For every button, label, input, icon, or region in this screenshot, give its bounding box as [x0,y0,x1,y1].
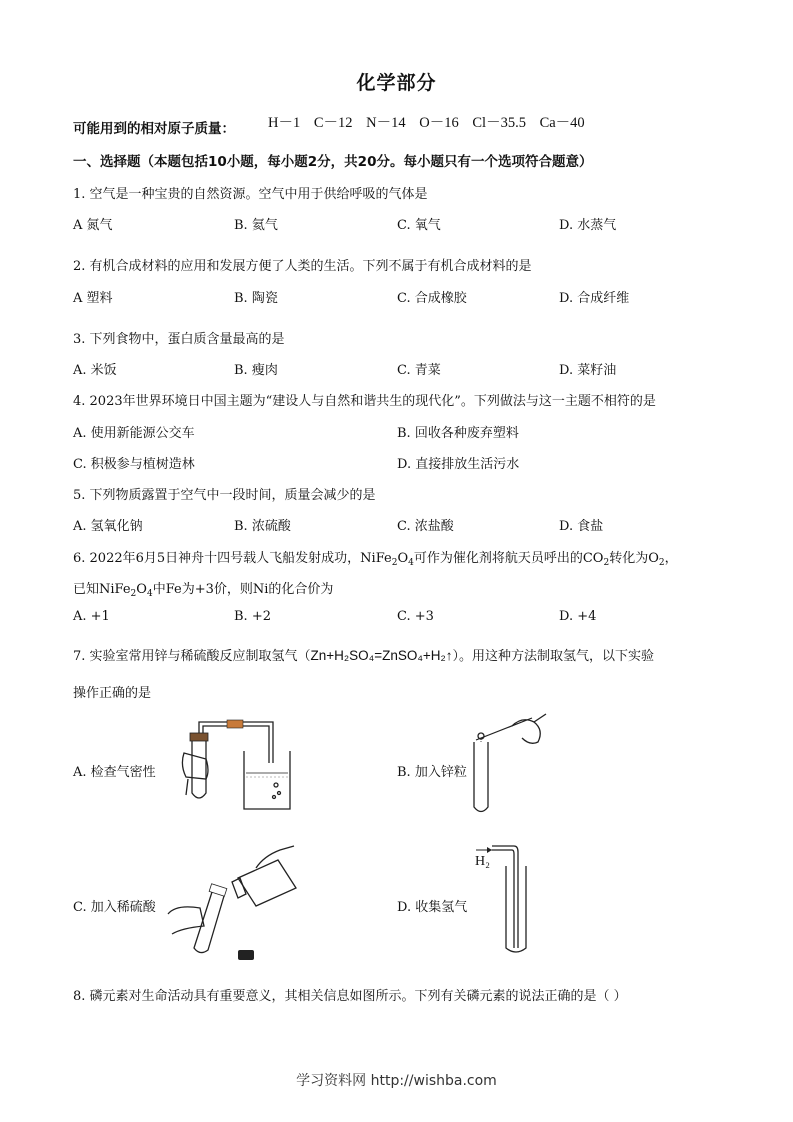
q1-option-c: C. 氧气 [397,218,441,233]
figure-airtightness-check [180,715,310,815]
q5-option-c: C. 浓盐酸 [397,519,454,534]
q2-option-a: A 塑料 [73,291,113,306]
q1-option-d: D. 水蒸气 [559,218,617,233]
q2-option-c: C. 合成橡胶 [397,291,467,306]
q4-option-d: D. 直接排放生活污水 [397,457,520,472]
section-heading: 一、选择题（本题包括10小题，每小题2分，共20分。每小题只有一个选项符合题意） [73,154,593,170]
q7-option-a: A. 检查气密性 [73,765,156,780]
q7-formula: Zn+H₂SO₄=ZnSO₄+H₂↑ [310,648,453,663]
question-5-stem: 5. 下列物质露置于空气中一段时间，质量会减少的是 [73,488,376,503]
mass-n: N－14 [366,115,406,131]
q4-option-b: B. 回收各种废弃塑料 [397,426,519,441]
q6-option-d: D. +4 [559,609,597,624]
q7-option-d: D. 收集氢气 [397,900,468,915]
q6-option-b: B. +2 [234,609,271,624]
atomic-masses-list [268,111,595,132]
figure-add-zinc [462,712,552,812]
question-3-stem: 3. 下列食物中，蛋白质含量最高的是 [73,332,285,347]
q1-option-b: B. 氦气 [234,218,278,233]
q5-option-a: A. 氢氧化钠 [73,519,143,534]
q5-option-b: B. 浓硫酸 [234,519,291,534]
page-title: 化学部分 [356,72,437,94]
q4-option-a: A. 使用新能源公交车 [73,426,195,441]
question-6-stem-line2: 已知$NiFe_2O_4$中Fe为+3价，则Ni的化合价为 [73,582,334,599]
q2-option-b: B. 陶瓷 [234,291,278,306]
question-4-stem: 4. 2023年世界环境日中国主题为“建设人与自然和谐共生的现代化”。下列做法与这一主题不相符的是 [73,394,656,409]
q6-option-a: A. +1 [73,609,110,624]
q2-option-d: D. 合成纤维 [559,291,630,306]
question-7-stem-line1: 7. 实验室常用锌与稀硫酸反应制取氢气（Zn+H₂SO₄=ZnSO₄+H₂↑）。用这种方法制取氢气，以下实验 [73,648,654,664]
h2-label: H₂ [475,854,490,869]
q3-option-c: C. 青菜 [397,363,441,378]
mass-cl: Cl－35.5 [472,115,526,131]
q5-option-d: D. 食盐 [559,519,604,534]
q3-option-b: B. 瘦肉 [234,363,278,378]
q4-option-c: C. 积极参与植树造林 [73,457,195,472]
footer-watermark: 学习资料网 http://wishba.com [296,1073,497,1089]
atomic-masses-label: 可能用到的相对原子质量： [73,121,235,137]
question-7-stem-line2: 操作正确的是 [73,686,152,701]
question-2-stem: 2. 有机合成材料的应用和发展方便了人类的生活。下列不属于有机合成材料的是 [73,259,532,274]
q1-option-a: A 氮气 [73,218,113,233]
q3-option-a: A. 米饭 [73,363,117,378]
q6-option-c: C. +3 [397,609,434,624]
q7-option-b: B. 加入锌粒 [397,765,467,780]
question-6-stem-line1: 6. 2022年6月5日神舟十四号载人飞船发射成功，$NiFe_2O_4$可作为催化剂将航天员呼出的$CO_2$转化为$O_2$， [73,551,678,568]
figure-add-acid [160,838,310,968]
mass-o: O－16 [419,115,459,131]
mass-h: H－1 [268,115,301,131]
q7-option-c: C. 加入稀硫酸 [73,900,156,915]
mass-ca: Ca－40 [539,115,585,131]
question-8-stem: 8. 磷元素对生命活动具有重要意义，其相关信息如图所示。下列有关磷元素的说法正确的是（ ） [73,989,627,1004]
mass-c: C－12 [313,115,353,131]
q3-option-d: D. 菜籽油 [559,363,617,378]
question-1-stem: 1. 空气是一种宝贵的自然资源。空气中用于供给呼吸的气体是 [73,187,428,202]
